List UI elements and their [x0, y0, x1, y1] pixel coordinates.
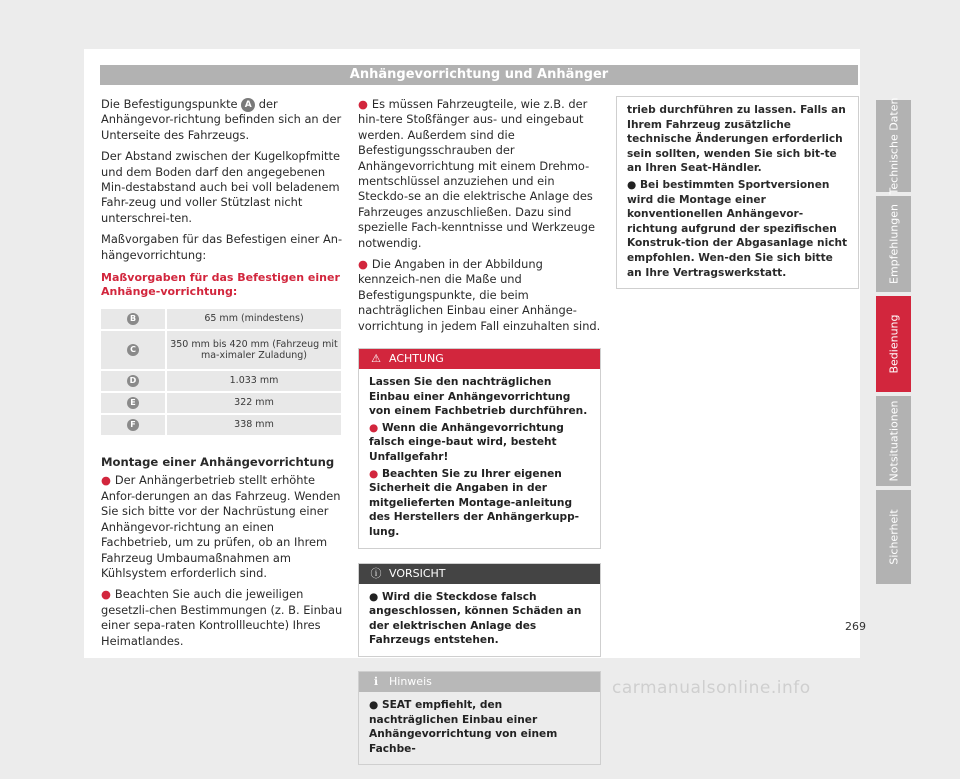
list-item: ● Der Anhängerbetrieb stellt erhöhte Anfor-derungen an das Fahrzeug. Wenden Sie sich bitte vor der Nachrüstung einer Anhängevor-richtung an einen Fachbetrieb, um zu prüfen, ob an Ihrem Fahrzeug Umbaumaßnahmen am Kühlsystem erforderlich sind.	[101, 473, 341, 580]
key-badge: B	[127, 313, 139, 325]
tab-notsituationen[interactable]: Notsituationen	[876, 396, 911, 486]
list-item: ● SEAT empfiehlt, den nachträglichen Einbau einer Anhängevorrichtung von einem Fachbe-	[369, 699, 558, 755]
table-row	[101, 393, 341, 413]
bullet-icon: ●	[369, 699, 382, 711]
table-value: 322 mm	[167, 393, 341, 413]
bullet-icon: ●	[369, 421, 382, 434]
page-header: Anhängevorrichtung und Anhänger	[100, 65, 858, 85]
bullet-icon: ●	[627, 178, 640, 191]
list-item: ● Bei bestimmten Sportversionen wird die Montage einer konventionellen Anhängevor-richtung aufgrund der spezifischen Konstruk-tion der Abgasanlage nicht empfohlen. Wen-den Sie sich bitte an Ihre Vertragswerkstatt.	[627, 178, 848, 279]
table-value: 338 mm	[167, 415, 341, 435]
tab-empfehlungen[interactable]: Empfehlungen	[876, 196, 911, 292]
table-value: 65 mm (mindestens)	[167, 309, 341, 329]
table-row	[101, 415, 341, 435]
caution-circle-icon: ⓘ	[370, 566, 382, 580]
column-2	[358, 97, 601, 779]
info-icon: ℹ	[373, 675, 379, 688]
table-value: 1.033 mm	[167, 371, 341, 391]
hinweis-box	[358, 671, 601, 765]
page-number: 269	[845, 620, 866, 633]
watermark: carmanualsonline.info	[612, 678, 811, 698]
table-title: Maßvorgaben für das Befestigen einer Anhänge-vorrichtung:	[101, 271, 340, 299]
measurements-table	[101, 307, 341, 437]
column-1	[101, 97, 343, 655]
bullet-icon: ●	[358, 257, 372, 272]
achtung-header: ⚠ ACHTUNG	[359, 349, 600, 369]
vorsicht-header: ⓘ VORSICHT	[359, 564, 600, 584]
bullet-icon: ●	[369, 467, 382, 480]
warning-triangle-icon: ⚠	[371, 352, 381, 366]
list-item: ● Beachten Sie zu Ihrer eigenen Sicherheit die Angaben in der mitgelieferten Montage-anleitung des Herstellers der Anhängerkupp-lung.	[369, 467, 580, 539]
tab-technische-daten[interactable]: Technische Daten	[876, 100, 911, 192]
achtung-box	[358, 348, 601, 549]
list-item: ● Wenn die Anhängevorrichtung falsch einge-baut wird, besteht Unfallgefahr!	[369, 421, 564, 464]
key-badge: F	[127, 419, 139, 431]
table-row	[101, 331, 341, 369]
paragraph-specs-intro: Maßvorgaben für das Befestigen einer An-hängevorrichtung:	[101, 232, 343, 262]
list-item: ● Es müssen Fahrzeugteile, wie z.B. der hin-tere Stoßfänger aus- und eingebaut werden. Außerdem sind die Befestigungsschrauben der Anhängevorrichtung mit einem Drehmo-mentschlüssel anzuziehen und ein Steckdo-se an die elektrische Anlage des Fahrzeuges anzuschließen. Dazu sind spezielle Fach-kenntnisse und Werkzeuge notwendig.	[358, 97, 595, 250]
list-item: ● Wird die Steckdose falsch angeschlossen, können Schäden an der elektrischen Anlage des Fahrzeugs entstehen.	[369, 590, 582, 647]
list-item: ● Beachten Sie auch die jeweiligen gesetzli-chen Bestimmungen (z. B. Einbau einer sepa-raten Kontrollleuchte) Ihres Heimatlandes.	[101, 587, 343, 648]
table-row	[101, 371, 341, 391]
key-badge: D	[127, 375, 139, 387]
bullet-icon: ●	[101, 587, 115, 602]
table-row	[101, 309, 341, 329]
hinweis-header: ℹ Hinweis	[359, 672, 600, 692]
continuation-text: trieb durchführen zu lassen. Falls an Ihrem Fahrzeug zusätzliche technische Änderungen erforderlich sein sollten, wenden Sie sich bit-te an Ihren Seat-Händler.	[627, 104, 846, 175]
bullet-icon: ●	[101, 473, 115, 488]
list-item: ● Die Angaben in der Abbildung kennzeich-nen die Maße und Befestigungspunkte, die beim nachträglichen Einbau einer Anhänge-vorrichtung in jedem Fall einzuhalten sind.	[358, 257, 601, 333]
hinweis-continuation-box	[616, 96, 859, 289]
paragraph-ground-distance: Der Abstand zwischen der Kugelkopfmitte und dem Boden darf den angegebenen Min-destabstand auch bei voll beladenem Fahr-zeug und voller Stützlast nicht unterschrei-ten.	[101, 149, 340, 225]
tab-bedienung[interactable]: Bedienung	[876, 296, 911, 392]
vorsicht-box	[358, 563, 601, 657]
bullet-icon: ●	[369, 590, 382, 603]
key-badge: C	[127, 344, 139, 356]
column-3	[616, 96, 859, 289]
bullet-icon: ●	[358, 97, 372, 111]
table-value: 350 mm bis 420 mm (Fahrzeug mit ma-ximaler Zuladung)	[167, 331, 341, 369]
key-badge: E	[127, 397, 139, 409]
paragraph-attachment-points: Die Befestigungspunkte A der Anhängevor-richtung befinden sich an der Unterseite des Fahrzeugs.	[101, 97, 342, 142]
tab-sicherheit[interactable]: Sicherheit	[876, 490, 911, 584]
achtung-intro: Lassen Sie den nachträglichen Einbau einer Anhängevorrichtung von einem Fachbetrieb durchführen.	[369, 376, 588, 418]
badge-a: A	[241, 98, 255, 112]
section-heading: Montage einer Anhängevorrichtung	[101, 455, 335, 470]
